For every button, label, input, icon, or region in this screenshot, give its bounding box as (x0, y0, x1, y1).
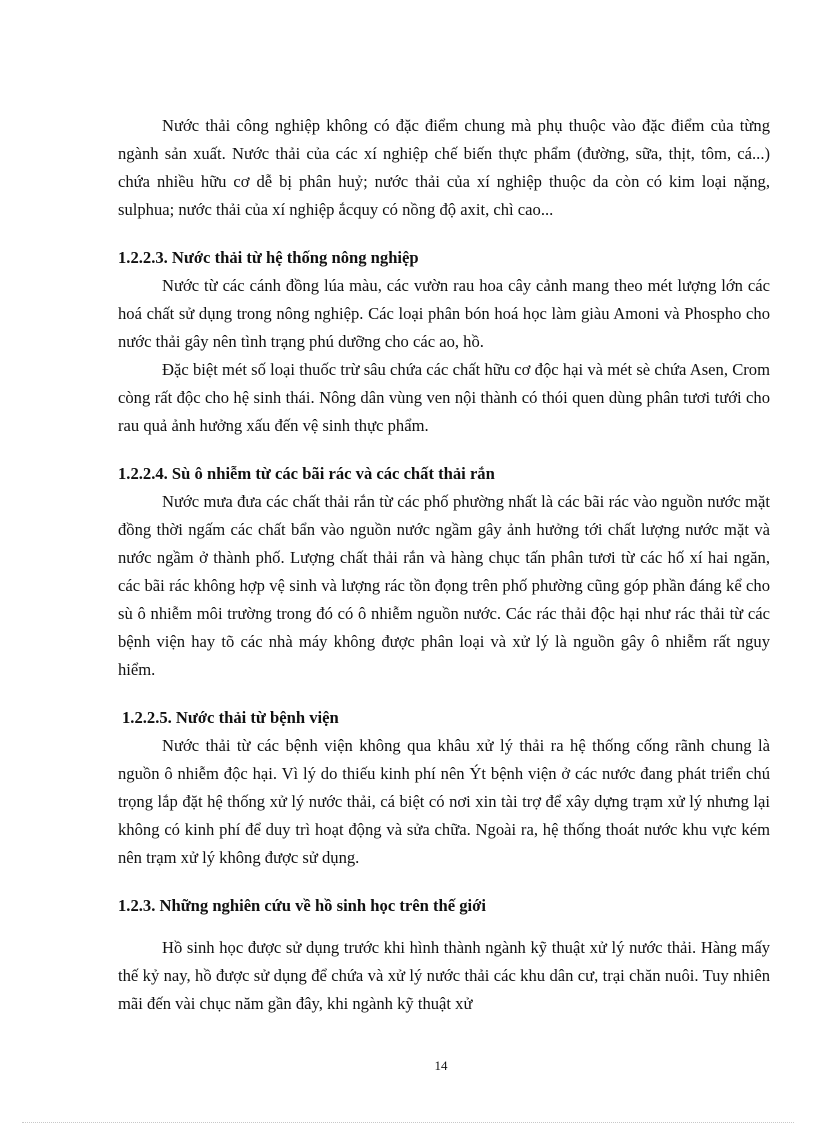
heading-hospital-wastewater: 1.2.2.5. Nước thải từ bệnh viện (122, 708, 339, 727)
paragraph-biological-ponds: Hồ sinh học được sử dụng trước khi hình thành ngành kỹ thuật xử lý nước thải. Hàng mấy thế kỷ nay, hồ được sử dụng để chứa và xử lý nước thải các khu dân cư, trại chăn nuôi. Tuy nhiên mãi đến vài chục năm gần đây, khi ngành kỹ thuật xử (118, 938, 770, 1013)
paragraph-pesticides: Đặc biệt mét số loại thuốc trừ sâu chứa các chất hữu cơ độc hại và mét sè chứa Asen, Crom còng rất độc cho hệ sinh thái. Nông dân vùng ven nội thành có thói quen dùng phân tươi tưới cho rau quả ảnh hưởng xấu đến vệ sinh thực phẩm. (118, 360, 770, 435)
heading-agricultural-wastewater: 1.2.2.3. Nước thải từ hệ thống nông nghiệp (118, 248, 419, 267)
paragraph-solid-waste: Nước mưa đưa các chất thải rắn từ các phố phường nhất là các bãi rác vào nguồn nước mặt đồng thời ngấm các chất bẩn vào nguồn nước ngầm gây ảnh hưởng tới chất lượng nước mặt và nước ngầm ở thành phố. Lượng chất thải rắn và hàng chục tấn phân tươi từ các hố xí hai ngăn, các bãi rác không hợp vệ sinh và lượng rác tồn đọng trên phố phường cũng góp phần đáng kể cho sù ô nhiễm môi trường trong đó có ô nhiễm nguồn nước. Các rác thải độc hại như rác thải từ các bệnh viện hay tõ các nhà máy không được phân loại và xử lý là nguồn gây ô nhiễm rất nguy hiểm. (118, 492, 770, 679)
heading-world-research: 1.2.3. Những nghiên cứu về hồ sinh học trên thế giới (118, 896, 486, 915)
paragraph-industrial-wastewater: Nước thải công nghiệp không có đặc điểm chung mà phụ thuộc vào đặc điểm của từng ngành sản xuất. Nước thải của các xí nghiệp chế biến thực phẩm (đường, sữa, thịt, tôm, cá...) chứa nhiều hữu cơ dễ bị phân huỷ; nước thải của xí nghiệp thuộc da còn có kim loại nặng, sulphua; nước thải của xí nghiệp ắcquy có nồng độ axit, chì cao... (118, 116, 770, 219)
paragraph-hospital-wastewater: Nước thải từ các bệnh viện không qua khâu xử lý thải ra hệ thống cống rãnh chung là nguồn ô nhiễm độc hại. Vì lý do thiếu kinh phí nên Ýt bệnh viện ở các nước đang phát triển chú trọng lắp đặt hệ thống xử lý nước thải, cá biệt có nơi xin tài trợ để xây dựng trạm xử lý nhưng lại không có kinh phí để duy trì hoạt động và sửa chữa. Ngoài ra, hệ thống thoát nước khu vực kém nên trạm xử lý không được sử dụng. (118, 736, 770, 867)
paragraph-agricultural-chemicals: Nước từ các cánh đồng lúa màu, các vườn rau hoa cây cảnh mang theo mét lượng lớn các hoá chất sử dụng trong nông nghiệp. Các loại phân bón hoá học làm giàu Amoni và Phospho cho nước thải gây nên tình trạng phú dưỡng cho các ao, hồ. (118, 276, 770, 351)
document-page (118, 112, 770, 1018)
page-number: 14 (434, 1058, 448, 1073)
heading-landfill-pollution: 1.2.2.4. Sù ô nhiễm từ các bãi rác và các chất thải rắn (118, 464, 495, 483)
